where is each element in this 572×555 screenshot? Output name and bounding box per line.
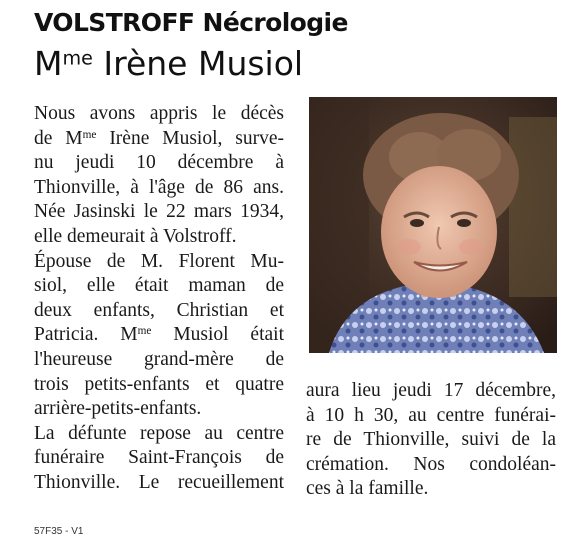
portrait-illustration	[309, 97, 557, 353]
article-line: de $M^{me}$ Irène Musiol, surve-	[34, 127, 284, 149]
article-column-right	[306, 379, 556, 502]
article-line: funéraire Saint-François de	[34, 447, 284, 469]
article-line: arrière-petits-enfants.	[34, 398, 202, 420]
article-line: nu jeudi 10 décembre à	[34, 152, 284, 174]
section-kicker: VOLSTROFF Nécrologie	[34, 8, 348, 37]
portrait-photo	[309, 97, 557, 353]
article-line: La défunte repose au centre	[34, 422, 284, 444]
article-line: aura lieu jeudi 17 décembre,	[306, 380, 556, 401]
article-line: re de Thionville, suivi de la	[306, 429, 556, 451]
page-reference: 57F35 - V1	[34, 526, 84, 537]
article-line: Épouse de M. Florent Mu-	[34, 250, 284, 272]
article-line: Née Jasinski le 22 mars 1934,	[34, 201, 284, 223]
title-prefix: M	[34, 44, 63, 83]
article-line: Thionville, à l'âge de 86 ans.	[34, 176, 284, 198]
article-line: deux enfants, Christian et	[34, 299, 284, 321]
article-line: à 10 h 30, au centre funérai-	[306, 404, 556, 426]
article-line: trois petits-enfants et quatre	[34, 373, 284, 395]
article-line: ces à la famille.	[306, 478, 429, 500]
article-line: Patricia. $M^{me}$ Musiol était	[34, 324, 284, 346]
title-name: Irène Musiol	[92, 44, 304, 83]
article-column-left	[34, 102, 284, 496]
article-line: elle demeurait à Volstroff.	[34, 225, 237, 247]
article-line: siol, elle était maman de	[34, 275, 284, 297]
article-line: l'heureuse grand-mère de	[34, 348, 284, 370]
page-title	[34, 44, 303, 83]
article-line: Thionville. Le recueillement	[34, 471, 284, 493]
article-line: crémation. Nos condoléan-	[306, 453, 556, 475]
title-superscript: me	[62, 46, 93, 70]
article-line: Nous avons appris le décès	[34, 103, 284, 124]
